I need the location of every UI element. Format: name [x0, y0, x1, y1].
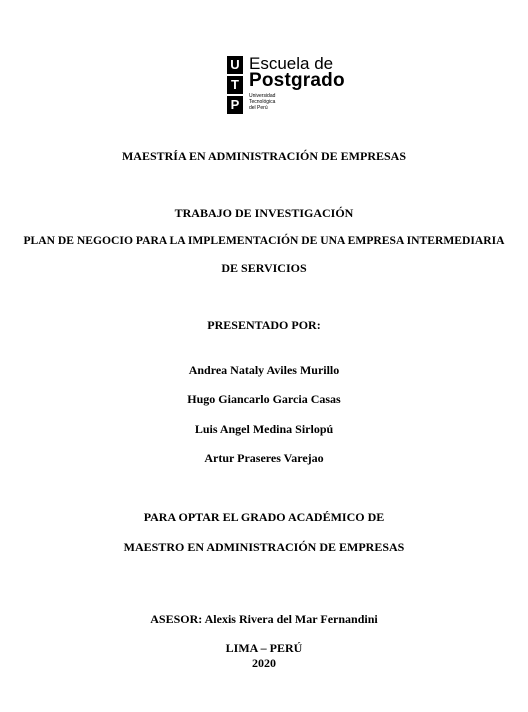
- author-name-3: Luis Angel Medina Sirlopú: [194, 422, 334, 436]
- logo-subtitle: [249, 93, 275, 111]
- logo-letter-p: P: [227, 96, 243, 114]
- presented-by-heading: PRESENTADO POR:: [207, 318, 321, 332]
- logo-subtitle-line3: del Perú: [249, 105, 268, 111]
- author-name-1: Andrea Nataly Aviles Murillo: [188, 363, 340, 377]
- logo-letter-u: U: [227, 56, 243, 74]
- year-line: 2020: [252, 656, 276, 670]
- advisor-line: ASESOR: Alexis Rivera del Mar Fernandini: [150, 612, 378, 626]
- logo-letter-t: T: [227, 76, 243, 94]
- author-name-2: Hugo Giancarlo Garcia Casas: [187, 392, 341, 406]
- logo-title-line1: Escuela de: [249, 54, 334, 73]
- place-line: LIMA – PERÚ: [225, 641, 303, 655]
- work-type-heading: TRABAJO DE INVESTIGACIÓN: [174, 206, 354, 220]
- degree-line1: PARA OPTAR EL GRADO ACADÉMICO DE: [143, 510, 385, 524]
- author-name-4: Artur Praseres Varejao: [204, 451, 324, 465]
- utp-letter-column: [227, 56, 243, 114]
- logo-subtitle-line1: Universidad: [249, 93, 276, 99]
- program-heading: MAESTRÍA EN ADMINISTRACIÓN DE EMPRESAS: [121, 149, 407, 163]
- logo-subtitle-line2: Tecnológica: [249, 99, 276, 105]
- utp-logo: [227, 56, 357, 114]
- logo-title-line2: Postgrado: [249, 70, 345, 91]
- thesis-title-line1: PLAN DE NEGOCIO PARA LA IMPLEMENTACIÓN DE UNA EMPRESA INTERMEDIARIA: [23, 234, 505, 247]
- thesis-title-line2: DE SERVICIOS: [221, 261, 307, 275]
- degree-line2: MAESTRO EN ADMINISTRACIÓN DE EMPRESAS: [123, 540, 405, 554]
